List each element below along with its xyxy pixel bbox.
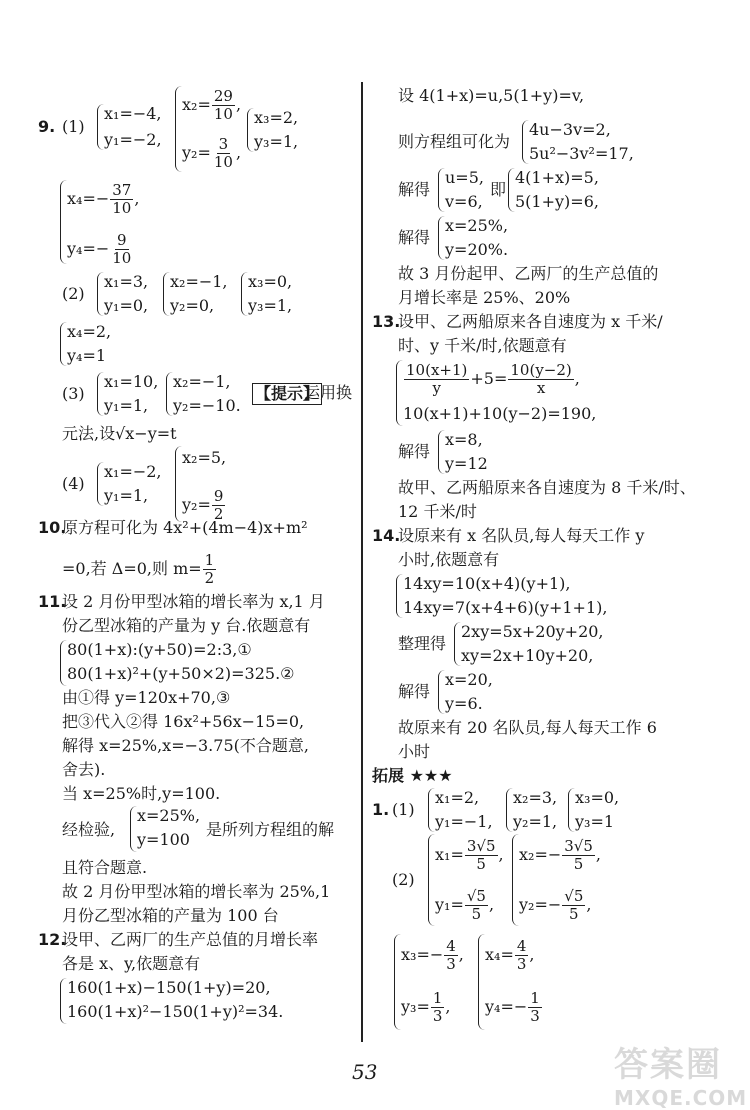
q9-2-x2: x₂=−1,: [170, 272, 228, 291]
q13-eq2: 10(x+1)+10(y−2)=190,: [403, 404, 597, 423]
brace: [97, 372, 104, 416]
q12-sol3-x: x=25%,: [445, 216, 509, 235]
hint-text-cont: 元法,设√x−y=t: [62, 424, 177, 443]
ext-part1-label: (1): [392, 800, 415, 819]
q13-line4: 12 千米/时: [398, 502, 477, 521]
q9-3-y1: y₁=1,: [104, 396, 149, 415]
ext-1-y2: y₂=1,: [513, 812, 558, 831]
q9-2-y3: y₃=1,: [248, 296, 293, 315]
hint-text: 运用换: [304, 383, 353, 402]
q9-3-x1: x₁=10,: [104, 372, 159, 391]
q14-sol-x: x=20,: [445, 670, 493, 689]
q9-1-y3: y₃=1,: [254, 132, 299, 151]
q12-number: 12.: [38, 930, 67, 949]
q12-solve2-label: 解得: [398, 228, 431, 247]
q12-line1: 设甲、乙两厂的生产总值的月增长率: [62, 930, 319, 949]
brace: [508, 168, 515, 212]
q9-1-x1: x₁=−4,: [104, 104, 162, 123]
brace: [428, 788, 435, 832]
ext-2-x3: x₃=− $\frac{4}{3}$ ,: [401, 937, 464, 973]
watermark-url: MXQE.COM: [614, 1086, 748, 1110]
watermark-text: 答案圈: [614, 1045, 722, 1085]
q11-line4: 把③代入②得 16x²+56x−15=0,: [62, 712, 305, 731]
q11-line1: 设 2 月份甲型冰箱的增长率为 x,1 月: [62, 592, 325, 611]
brace: [60, 180, 67, 264]
q9-2-y1: y₁=0,: [104, 296, 149, 315]
q9-part2-label: (2): [62, 284, 85, 303]
brace: [478, 934, 485, 1030]
q11-eq1: 80(1+x):(y+50)=2:3,①: [67, 640, 252, 659]
q9-1-y1: y₁=−2,: [104, 130, 162, 149]
q12-line4: 月增长率是 25%、20%: [398, 288, 571, 307]
q14-eq1: 14xy=10(x+4)(y+1),: [403, 574, 571, 593]
q9-1-y4: y₄=− $\frac{9}{10}$: [67, 231, 132, 267]
brace: [568, 788, 575, 832]
q11-line2: 份乙型冰箱的产量为 y 台.依题意有: [62, 616, 311, 635]
q10-line1: 原方程可化为 4x²+(4m−4)x+m²: [62, 518, 308, 537]
q13-line3: 故甲、乙两船原来各自速度为 8 千米/时、: [398, 478, 696, 497]
extension-heading: 拓展 ★★★: [372, 766, 453, 785]
q13-sol-x: x=8,: [445, 430, 483, 449]
q13-solve-label: 解得: [398, 442, 431, 461]
q12-line2: 各是 x、y,依题意有: [62, 954, 201, 973]
q14-simp-eq1: 2xy=5x+20y+20,: [461, 622, 604, 641]
brace: [396, 574, 403, 618]
q12-sol2-b: 5(1+y)=6,: [515, 192, 599, 211]
brace: [241, 272, 248, 316]
q9-4-x2: x₂=5,: [182, 448, 227, 467]
q11-check-pre: 经检验,: [62, 820, 116, 839]
ext-1-x1: x₁=2,: [435, 788, 480, 807]
brace: [428, 834, 435, 926]
q9-4-x1: x₁=−2,: [104, 462, 162, 481]
brace: [438, 168, 445, 212]
hint-label: 【提示】: [252, 383, 322, 405]
q9-part3-label: (3): [62, 384, 85, 403]
q13-sol-y: y=12: [445, 454, 488, 473]
q11-line10: 月份乙型冰箱的产量为 100 台: [62, 906, 279, 925]
q10-line2: =0,若 Δ=0,则 m= $\frac{1}{2}$: [62, 551, 215, 587]
brace: [130, 806, 137, 852]
ext-2-x1: x₁= $\frac{3√5}{5}$ ,: [435, 837, 504, 873]
q14-simp-eq2: xy=2x+10y+20,: [461, 646, 594, 665]
column-divider: [361, 82, 363, 1042]
q13-eq1: $\frac{10(x+1)}{y}$ +5= $\frac{10(y-2)}{x}$ ,: [406, 361, 580, 397]
q12-solve-label: 解得: [398, 180, 431, 199]
ext-2-y2: y₂=− $\frac{√5}{5}$ ,: [519, 887, 592, 923]
q12-eq2: 160(1+x)²−150(1+y)²=34.: [67, 1002, 284, 1021]
q12-sol-u: u=5,: [445, 168, 484, 187]
brace: [396, 360, 403, 426]
brace: [506, 788, 513, 832]
brace: [97, 104, 104, 150]
brace: [163, 272, 170, 316]
brace: [247, 108, 254, 152]
brace: [394, 934, 401, 1030]
ext-1-x2: x₂=3,: [513, 788, 558, 807]
q12-sol2-a: 4(1+x)=5,: [515, 168, 599, 187]
q9-4-y2: y₂= $\frac{9}{2}$: [182, 487, 224, 523]
ext-q1-number: 1.: [372, 800, 390, 819]
q11-line8: 且符合题意.: [62, 858, 148, 877]
ext-2-y1: y₁= $\frac{√5}{5}$ ,: [435, 887, 495, 923]
q14-eq2: 14xy=7(x+4+6)(y+1+1),: [403, 598, 608, 617]
q12-cont-line1: 设 4(1+x)=u,5(1+y)=v,: [398, 86, 585, 105]
q14-number: 14.: [372, 526, 401, 545]
q11-check-x: x=25%,: [137, 806, 201, 825]
q11-line5: 解得 x=25%,x=−3.75(不合题意,: [62, 736, 309, 755]
page-number: 53: [352, 1060, 378, 1084]
q9-part4-label: (4): [62, 474, 85, 493]
q13-line2: 时、y 千米/时,依题意有: [398, 336, 567, 355]
ext-2-y3: y₃= $\frac{1}{3}$ ,: [401, 989, 451, 1025]
ext-part2-label: (2): [392, 870, 415, 889]
q12-eq1: 160(1+x)−150(1+y)=20,: [67, 978, 271, 997]
q12-ji: 即: [490, 180, 507, 199]
brace: [175, 446, 182, 522]
q11-line3: 由①得 y=120x+70,③: [62, 688, 231, 707]
brace: [522, 120, 529, 164]
q14-simp-label: 整理得: [398, 634, 447, 653]
q14-solve-label: 解得: [398, 682, 431, 701]
brace: [454, 622, 461, 666]
q13-line1: 设甲、乙两船原来各自速度为 x 千米/: [398, 312, 663, 331]
q9-2-y2: y₂=0,: [170, 296, 215, 315]
brace: [438, 670, 445, 714]
q12-sub-eq2: 5u²−3v²=17,: [529, 144, 634, 163]
q9-number: 9.: [38, 117, 56, 136]
q12-sub-eq1: 4u−3v=2,: [529, 120, 611, 139]
q12-sol3-y: y=20%.: [445, 240, 509, 259]
q11-line9: 故 2 月份甲型冰箱的增长率为 25%,1: [62, 882, 331, 901]
q12-sol-v: v=6,: [445, 192, 483, 211]
brace: [60, 640, 67, 686]
q10-number: 10.: [38, 518, 67, 537]
q9-1-x2: x₂= $\frac{29}{10}$ ,: [182, 87, 242, 123]
q9-2-x4: x₄=2,: [67, 322, 112, 341]
q9-1-x3: x₃=2,: [254, 108, 299, 127]
ext-2-x4: x₄= $\frac{4}{3}$ ,: [485, 937, 535, 973]
q11-check-post: 是所列方程组的解: [206, 820, 335, 839]
brace: [60, 322, 67, 366]
q12-cont-line2: 则方程组可化为: [398, 132, 511, 151]
q14-line3: 故原来有 20 名队员,每人每天工作 6: [398, 718, 657, 737]
q12-line3: 故 3 月份起甲、乙两厂的生产总值的: [398, 264, 659, 283]
q9-4-y1: y₁=1,: [104, 486, 149, 505]
brace: [175, 86, 182, 172]
q11-line6: 舍去).: [62, 760, 106, 779]
q14-line4: 小时: [398, 742, 431, 761]
ext-2-x2: x₂=− $\frac{3√5}{5}$ ,: [519, 837, 601, 873]
q9-part1-label: (1): [62, 117, 85, 136]
q14-sol-y: y=6.: [445, 694, 483, 713]
q11-eq2: 80(1+x)²+(y+50×2)=325.②: [67, 664, 295, 683]
ext-2-y4: y₄=− $\frac{1}{3}$: [485, 989, 540, 1025]
brace: [512, 834, 519, 926]
brace: [438, 216, 445, 260]
q13-number: 13.: [372, 312, 401, 331]
q9-1-y2: y₂= $\frac{3}{10}$ ,: [182, 135, 242, 171]
ext-1-x3: x₃=0,: [575, 788, 620, 807]
q9-1-x4: x₄=− $\frac{37}{10}$ ,: [67, 181, 140, 217]
q11-check-y: y=100: [137, 830, 190, 849]
ext-1-y3: y₃=1: [575, 812, 615, 831]
q11-line7: 当 x=25%时,y=100.: [62, 784, 221, 803]
brace: [97, 272, 104, 316]
q9-2-x3: x₃=0,: [248, 272, 293, 291]
q9-3-x2: x₂=−1,: [173, 372, 231, 391]
brace: [60, 978, 67, 1024]
ext-1-y1: y₁=−1,: [435, 812, 493, 831]
brace: [438, 430, 445, 474]
brace: [97, 462, 104, 506]
q11-number: 11.: [38, 592, 67, 611]
watermark-logo: [614, 1037, 748, 1110]
q9-2-y4: y₄=1: [67, 346, 107, 365]
q14-line1: 设原来有 x 名队员,每人每天工作 y: [398, 526, 645, 545]
q9-3-y2: y₂=−10.: [173, 396, 241, 415]
q9-2-x1: x₁=3,: [104, 272, 149, 291]
q14-line2: 小时,依题意有: [398, 550, 500, 569]
brace: [166, 372, 173, 416]
